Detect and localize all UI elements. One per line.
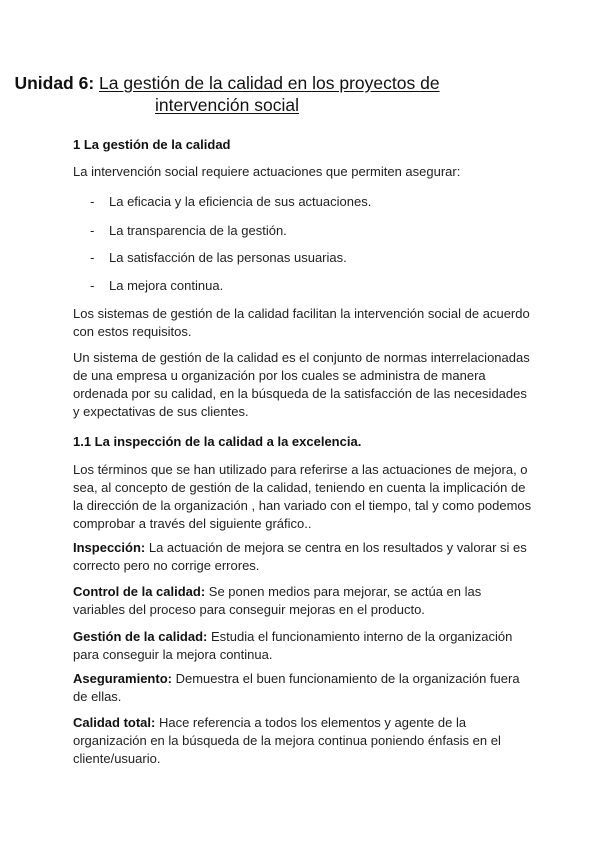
section-heading-1: 1 La gestión de la calidad bbox=[73, 137, 231, 152]
definition-calidad-total: Calidad total: Hace referencia a todos los elementos y agente de la organización en la búsqueda de la mejora continua poniendo énfasis en el cliente/usuario. bbox=[73, 715, 501, 766]
section1-paragraph-2: Un sistema de gestión de la calidad es el conjunto de normas interrelacionadas de una empresa u organización por los cuales se administra de manera ordenada por su calidad, en la búsqueda de la satisfacción de las necesidades y expectativas de sus clientes. bbox=[73, 350, 530, 419]
definition-term: Aseguramiento: bbox=[73, 671, 172, 686]
bullet-dash: - bbox=[90, 250, 95, 265]
definition-term: Inspección: bbox=[73, 540, 146, 555]
bullet-dash: - bbox=[90, 278, 95, 293]
section1-1-intro: Los términos que se han utilizado para referirse a las actuaciones de mejora, o sea, al concepto de gestión de la calidad, teniendo en cuenta la implicación de la dirección de la organización , han variado con el tiempo, tal y como podemos comprobar a través del siguiente gráfico.. bbox=[73, 462, 532, 531]
definition-inspeccion: Inspección: La actuación de mejora se centra en los resultados y valorar si es correcto pero no corrige errores. bbox=[73, 540, 527, 573]
definition-term: Control de la calidad: bbox=[73, 584, 206, 599]
section-heading-1-1: 1.1 La inspección de la calidad a la excelencia. bbox=[73, 434, 362, 449]
bullet-dash: - bbox=[90, 194, 95, 209]
bullet-dash: - bbox=[90, 223, 95, 238]
document-title bbox=[0, 72, 527, 116]
section1-paragraph-1: Los sistemas de gestión de la calidad facilitan la intervención social de acuerdo con estos requisitos. bbox=[73, 306, 530, 339]
definition-gestion-calidad: Gestión de la calidad: Estudia el funcionamiento interno de la organización para conseguir la mejora continua. bbox=[73, 629, 513, 662]
definition-term: Gestión de la calidad: bbox=[73, 629, 208, 644]
title-text-line2: intervención social bbox=[155, 95, 299, 115]
definition-aseguramiento: Aseguramiento: Demuestra el buen funcionamiento de la organización fuera de ellas. bbox=[73, 671, 520, 704]
title-text-line1: La gestión de la calidad en los proyectos de bbox=[99, 73, 440, 93]
title-label: Unidad 6: bbox=[14, 73, 95, 93]
definition-control-calidad: Control de la calidad: Se ponen medios para mejorar, se actúa en las variables del proceso para conseguir mejoras en el producto. bbox=[73, 584, 482, 617]
definition-term: Calidad total: bbox=[73, 715, 156, 730]
section1-intro: La intervención social requiere actuaciones que permiten asegurar: bbox=[73, 164, 461, 179]
